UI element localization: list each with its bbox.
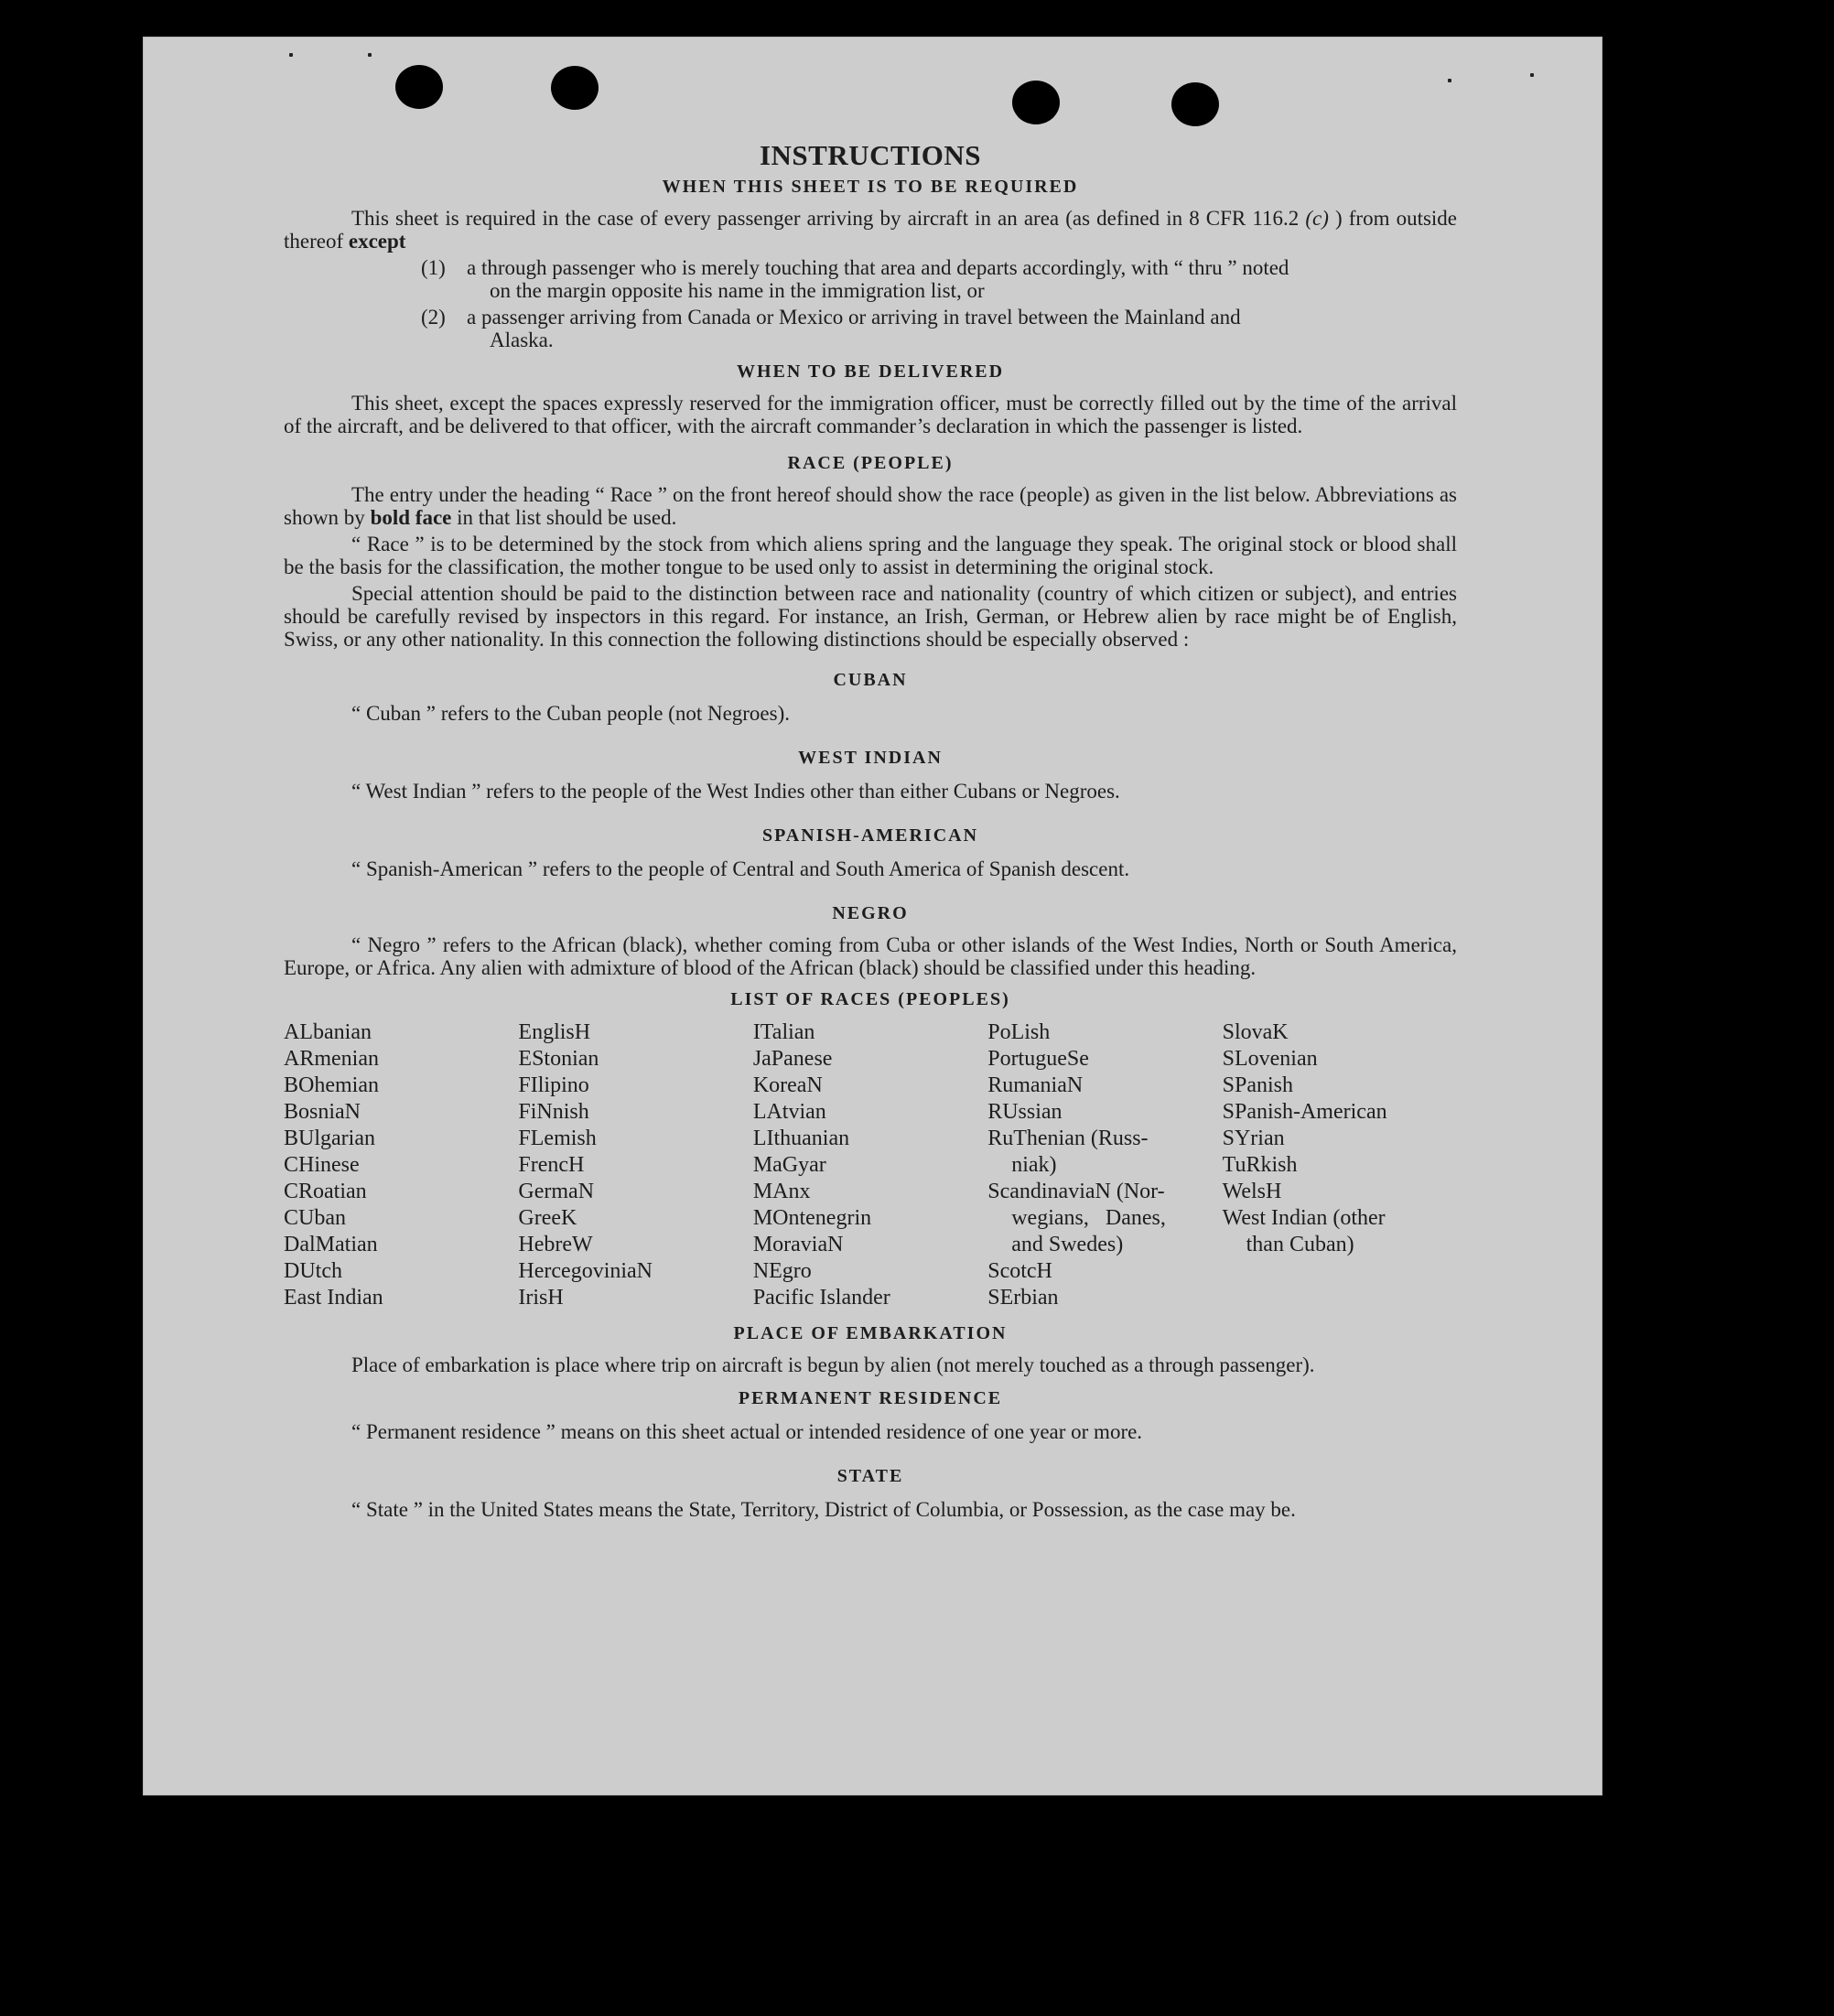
race-entry: DUtch — [284, 1259, 342, 1283]
delivered-text: This sheet, except the spaces expressly reserved for the immigration officer, must be correctly filled out by the time of the arrival of the aircraft, and be delivered to that officer, with the aircraft commander’s declaration in which the passenger is listed. — [284, 392, 1457, 437]
bold-face-term: bold face — [370, 506, 452, 529]
race-entry: SErbian — [987, 1286, 1059, 1310]
section-heading: WHEN TO BE DELIVERED — [736, 361, 1005, 382]
race-entry: Pacific Islander — [752, 1286, 890, 1310]
race-entry: RUssian — [987, 1100, 1063, 1124]
race-entry: PoLish — [987, 1020, 1051, 1044]
race-entry: ARmenian — [284, 1047, 379, 1071]
item-text: a passenger arriving from Canada or Mexico or arriving in travel between the Mainland and — [467, 306, 1241, 329]
race-entry: CHinese — [284, 1153, 360, 1177]
race-entry-cont: and Swedes) — [1011, 1233, 1124, 1256]
item-text-cont: on the margin opposite his name in the immigration list, or — [490, 279, 985, 302]
race-entry-cont: niak) — [1011, 1153, 1057, 1177]
speck — [368, 53, 372, 57]
section-heading: PERMANENT RESIDENCE — [738, 1388, 1003, 1408]
race-paragraph: “ Race ” is to be determined by the stock from which aliens spring and the language they speak. The original stock or blood shall be the basis for the classification, the mother tongue to be used only to assist in determining the original stock. — [284, 533, 1457, 578]
race-entry: FLemish — [518, 1127, 597, 1150]
race-entry: PortugueSe — [987, 1047, 1089, 1071]
punch-hole — [551, 66, 599, 110]
section-heading: WHEN THIS SHEET IS TO BE REQUIRED — [662, 177, 1079, 197]
race-entry: SYrian — [1222, 1127, 1285, 1150]
required-intro — [284, 207, 1457, 253]
race-text-2: in that list should be used. — [451, 506, 677, 529]
race-paragraph: Special attention should be paid to the distinction between race and nationality (country of which citizen or subject), and entries should be carefully revised by inspectors in this regard. For instance, an Irish, German, or Hebrew alien by race might be of English, Swiss, or any other nationality. In this connection the following distinctions should be especially observed : — [284, 582, 1457, 651]
race-entry: CRoatian — [284, 1180, 367, 1203]
races-column — [518, 1019, 752, 1311]
race-entry: CUban — [284, 1206, 346, 1230]
residence-text: “ Permanent residence ” means on this sheet actual or intended residence of one year or more. — [351, 1420, 1143, 1443]
punch-hole — [1012, 81, 1060, 124]
speck — [1448, 79, 1451, 82]
race-entry: ITalian — [752, 1020, 815, 1044]
page-title: INSTRUCTIONS — [759, 139, 981, 171]
race-entry: GermaN — [518, 1180, 595, 1203]
speck — [289, 53, 293, 57]
race-entry: MoraviaN — [752, 1233, 844, 1256]
race-entry: RumaniaN — [987, 1073, 1084, 1097]
intro-text: This sheet is required in the case of every passenger arriving by aircraft in an area (as defined in 8 CFR 116.2 — [351, 207, 1306, 230]
race-entry: GreeK — [518, 1206, 577, 1230]
race-paragraph — [284, 483, 1457, 529]
race-entry: FiNnish — [518, 1100, 589, 1124]
race-entry-cont: than Cuban) — [1246, 1233, 1354, 1256]
race-entry: IrisH — [518, 1286, 564, 1310]
race-entry: East Indian — [284, 1286, 383, 1310]
west-indian-text: “ West Indian ” refers to the people of the West Indies other than either Cubans or Negroes. — [351, 780, 1120, 803]
race-entry: SlovaK — [1222, 1020, 1289, 1044]
race-entry: RuThenian (Russ- — [987, 1127, 1149, 1150]
races-column — [1223, 1019, 1457, 1311]
race-entry: BOhemian — [284, 1073, 379, 1097]
race-entry: FIlipino — [518, 1073, 589, 1097]
race-entry: EStonian — [518, 1047, 599, 1071]
race-entry: DalMatian — [284, 1233, 378, 1256]
instructions-content — [284, 137, 1457, 1521]
race-entry-cont: wegians, Danes, — [1011, 1206, 1166, 1230]
intro-except: except — [348, 230, 406, 253]
item-number: (1) — [421, 256, 446, 279]
race-entry: EnglisH — [518, 1020, 591, 1044]
race-entry: SLovenian — [1222, 1047, 1318, 1071]
section-heading: RACE (PEOPLE) — [787, 453, 954, 473]
cuban-text: “ Cuban ” refers to the Cuban people (not Negroes). — [351, 702, 791, 725]
race-entry: BUlgarian — [284, 1127, 375, 1150]
punch-hole — [1171, 82, 1219, 126]
race-entry: MOntenegrin — [752, 1206, 872, 1230]
intro-text-2: ) from outside thereof — [284, 207, 1458, 253]
race-entry: MaGyar — [752, 1153, 826, 1177]
section-heading: CUBAN — [833, 670, 908, 690]
document-page — [143, 37, 1602, 1795]
races-column — [753, 1019, 987, 1311]
section-heading: SPANISH-AMERICAN — [761, 825, 979, 846]
section-heading: LIST OF RACES (PEOPLES) — [730, 989, 1010, 1009]
race-entry: LIthuanian — [752, 1127, 850, 1150]
speck — [1530, 73, 1534, 77]
race-entry: SPanish — [1222, 1073, 1293, 1097]
race-entry: ScotcH — [987, 1259, 1052, 1283]
race-entry: KoreaN — [752, 1073, 823, 1097]
item-text-cont: Alaska. — [490, 329, 554, 351]
negro-text: “ Negro ” refers to the African (black), whether coming from Cuba or other islands of the West Indies, North or South America, Europe, or Africa. Any alien with admixture of blood of the African (black) should be classified under this heading. — [284, 933, 1457, 979]
exception-item — [421, 306, 1457, 351]
intro-subsection: (c) — [1305, 207, 1329, 230]
race-entry: BosniaN — [284, 1100, 361, 1124]
race-entry: TuRkish — [1222, 1153, 1298, 1177]
exception-item — [421, 256, 1457, 302]
race-entry: NEgro — [752, 1259, 812, 1283]
section-heading: PLACE OF EMBARKATION — [733, 1323, 1008, 1343]
race-entry: SPanish-American — [1222, 1100, 1387, 1124]
section-heading: NEGRO — [832, 903, 909, 923]
race-text: The entry under the heading “ Race ” on the front hereof should show the race (people) as given in the list below. Abbreviations as shown by — [284, 483, 1457, 529]
section-heading: STATE — [836, 1466, 904, 1486]
race-entry: WelsH — [1222, 1180, 1282, 1203]
race-entry: LAtvian — [752, 1100, 826, 1124]
race-entry: FrencH — [518, 1153, 585, 1177]
race-entry: HebreW — [518, 1233, 593, 1256]
punch-hole — [395, 65, 443, 109]
race-entry: JaPanese — [752, 1047, 833, 1071]
races-list — [284, 1019, 1457, 1311]
item-text: a through passenger who is merely touching that area and departs accordingly, with “ thru ” noted — [467, 256, 1289, 279]
races-column — [284, 1019, 518, 1311]
spanish-american-text: “ Spanish-American ” refers to the people of Central and South America of Spanish descent. — [351, 857, 1130, 880]
race-entry: HercegoviniaN — [518, 1259, 653, 1283]
state-text: “ State ” in the United States means the State, Territory, District of Columbia, or Possession, as the case may be. — [351, 1498, 1296, 1521]
section-heading: WEST INDIAN — [798, 748, 943, 768]
embarkation-text: Place of embarkation is place where trip on aircraft is begun by alien (not merely touched as a through passenger). — [351, 1353, 1315, 1376]
race-entry: ALbanian — [284, 1020, 372, 1044]
race-entry: MAnx — [752, 1180, 811, 1203]
race-entry: ScandinaviaN (Nor- — [987, 1180, 1165, 1203]
item-number: (2) — [421, 306, 446, 329]
race-entry: West Indian (other — [1222, 1206, 1386, 1230]
races-column — [987, 1019, 1222, 1311]
